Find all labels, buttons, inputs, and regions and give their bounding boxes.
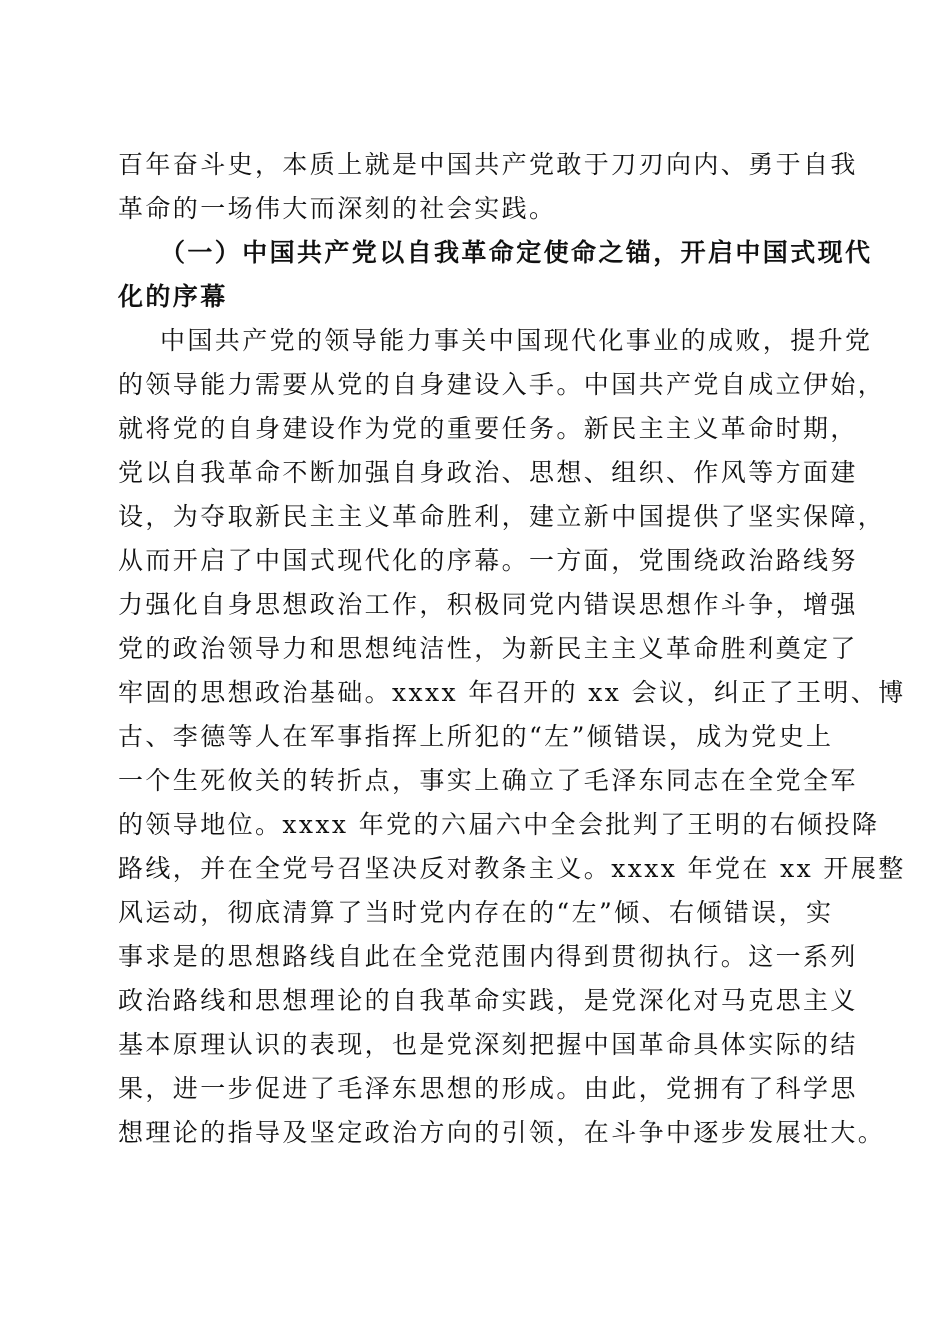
text-line: 从而开启了中国式现代化的序幕。一方面，党围绕政治路线努 [118, 546, 858, 575]
text-line: 果，进一步促进了毛泽东思想的形成。由此，党拥有了科学思 [118, 1074, 858, 1103]
text-line: 党的政治领导力和思想纯洁性，为新民主主义革命胜利奠定了 [118, 634, 858, 663]
text-line: 的领导地位。xxxx 年党的六届六中全会批判了王明的右倾投降 [118, 810, 880, 839]
text-line: 政治路线和思想理论的自我革命实践，是党深化对马克思主义 [118, 986, 858, 1015]
text-line: 牢固的思想政治基础。xxxx 年召开的 xx 会议，纠正了王明、博 [118, 678, 906, 707]
text-line: 一个生死攸关的转折点，事实上确立了毛泽东同志在全党全军 [118, 766, 858, 795]
text-line: 就将党的自身建设作为党的重要任务。新民主主义革命时期， [118, 414, 858, 443]
paragraph-first-line: 中国共产党的领导能力事关中国现代化事业的成败，提升党 [160, 326, 873, 355]
text-line: 革命的一场伟大而深刻的社会实践。 [118, 194, 557, 223]
text-line: 风运动，彻底清算了当时党内存在的“左”倾、右倾错误，实 [118, 898, 834, 927]
text-line: 基本原理认识的表现，也是党深刻把握中国革命具体实际的结 [118, 1030, 858, 1059]
text-line: 力强化自身思想政治工作，积极同党内错误思想作斗争，增强 [118, 590, 858, 619]
text-line: 事求是的思想路线自此在全党范围内得到贯彻执行。这一系列 [118, 942, 858, 971]
text-line: 百年奋斗史，本质上就是中国共产党敢于刀刃向内、勇于自我 [118, 150, 858, 179]
text-line: 想理论的指导及坚定政治方向的引领，在斗争中逐步发展壮大。 [118, 1118, 886, 1147]
section-heading-line: 化的序幕 [118, 282, 228, 311]
text-line: 路线，并在全党号召坚决反对教条主义。xxxx 年党在 xx 开展整 [118, 854, 906, 883]
section-heading-line: （一）中国共产党以自我革命定使命之锚，开启中国式现代 [160, 238, 873, 267]
text-line: 党以自我革命不断加强自身政治、思想、组织、作风等方面建 [118, 458, 858, 487]
text-line: 的领导能力需要从党的自身建设入手。中国共产党自成立伊始， [118, 370, 886, 399]
text-line: 古、李德等人在军事指挥上所犯的“左”倾错误，成为党史上 [118, 722, 834, 751]
text-line: 设，为夺取新民主主义革命胜利，建立新中国提供了坚实保障， [118, 502, 886, 531]
